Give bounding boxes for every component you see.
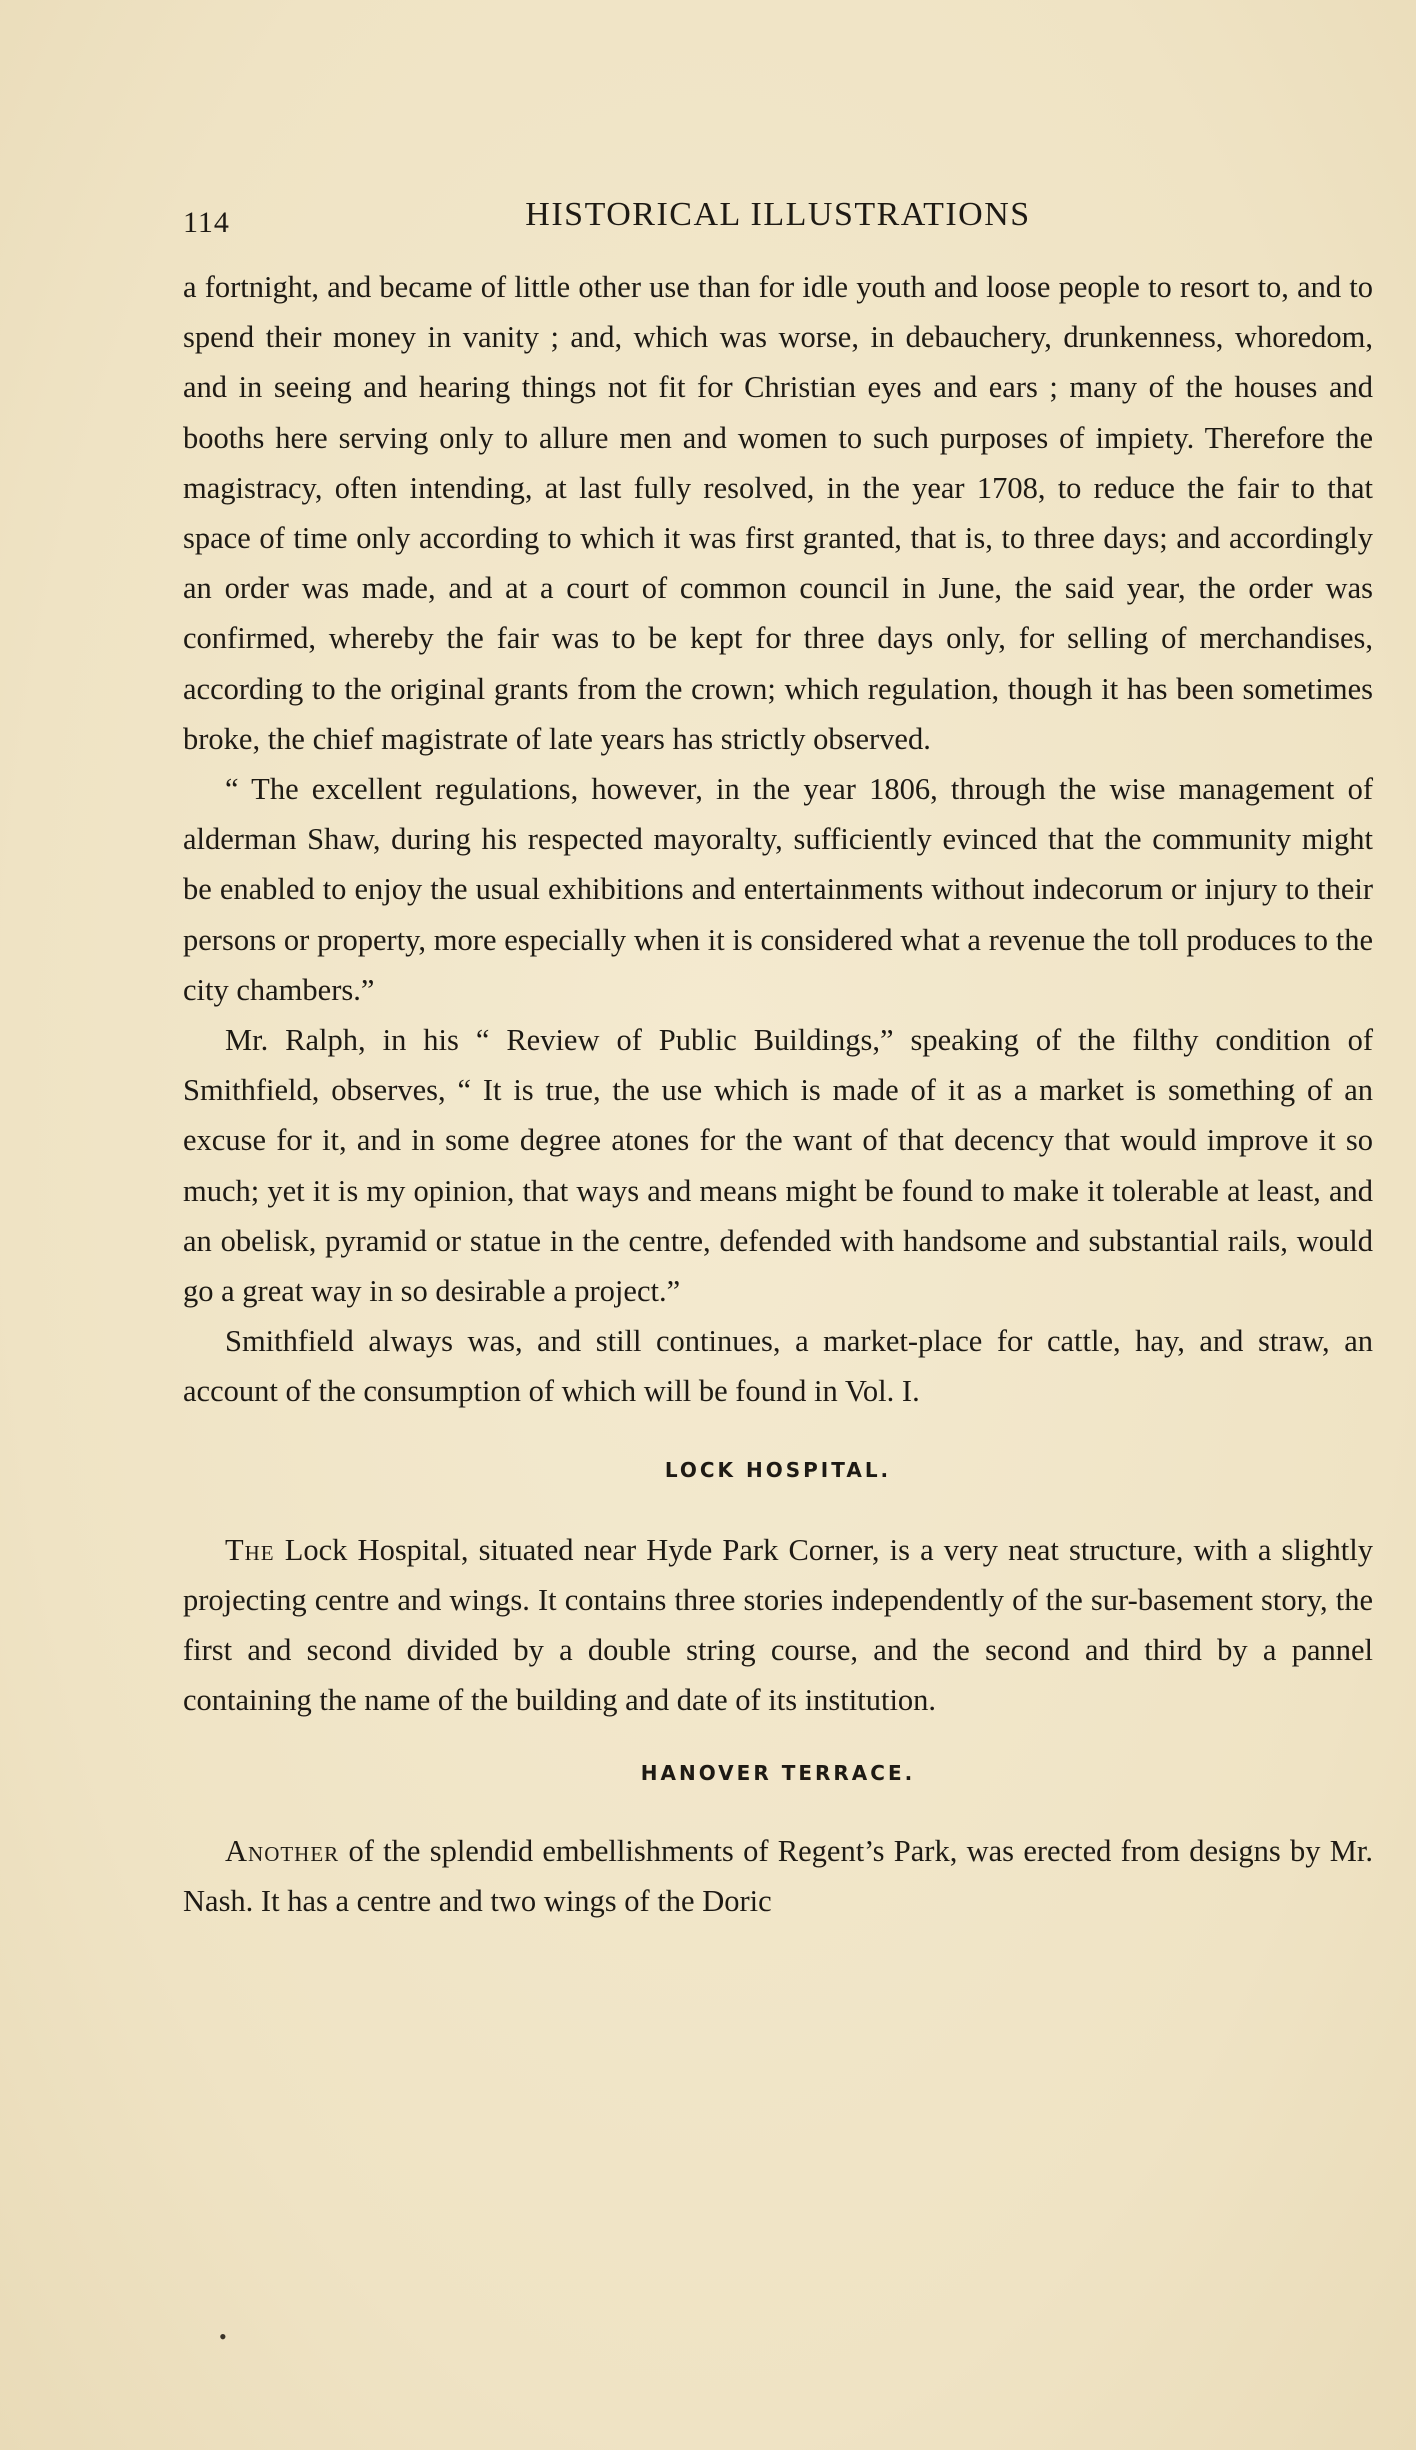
paragraph-lock-hospital — [183, 1525, 1373, 1726]
body-text — [183, 262, 1373, 1926]
running-head: HISTORICAL ILLUSTRATIONS — [525, 196, 1031, 233]
paragraph-hanover-terrace — [183, 1826, 1373, 1926]
paragraph-ralph-review: Mr. Ralph, in his “ Review of Public Buildings,” speaking of the filthy condition of Smithfield, observes, “ It is true, the use which is made of it as a market is something of an excuse for it, and in some degree atones for the want of that decency that would improve it so much; yet it is my opinion, that ways and means might be found to make it tolerable at least, and an obelisk, pyramid or statue in the centre, defended with handsome and substantial rails, would go a great way in so desirable a project.” — [183, 1023, 1373, 1309]
paragraph-fair-history: a fortnight, and became of little other use than for idle youth and loose people to resort to, and to spend their money in vanity ; and, which was worse, in debauchery, drunkenness, whoredom, and in seeing and hearing things not fit for Christian eyes and ears ; many of the houses and booths here serving only to allure men and women to such purposes of impiety. Therefore the magistracy, often intending, at last fully resolved, in the year 1708, to reduce the fair to that space of time only according to which it was first granted, that is, to three days; and accordingly an order was made, and at a court of common council in June, the said year, the order was confirmed, whereby the fair was to be kept for three days only, for selling of merchandises, according to the original grants from the crown; which regulation, though it has been sometimes broke, the chief magistrate of late years has strictly observed. — [183, 270, 1373, 756]
page-number: 114 — [183, 206, 230, 239]
paragraph-smithfield-market: Smithfield always was, and still continues, a market-place for cattle, hay, and straw, an account of the consumption of which will be found in Vol. I. — [183, 1324, 1373, 1409]
page-header — [183, 196, 1373, 246]
lead-word: Another — [225, 1833, 340, 1868]
lead-word: The — [225, 1532, 275, 1567]
section-heading-lock-hospital: LOCK HOSPITAL. — [664, 1457, 892, 1482]
ink-speck-decoration: • — [219, 2324, 227, 2349]
hanover-terrace-text: of the splendid embellishments of Regent’s Park, was erected from designs by Mr. Nash. It has a centre and two wings of the Doric — [183, 1833, 1373, 1919]
paragraph-regulations-quote: “ The excellent regulations, however, in the year 1806, through the wise management of alderman Shaw, during his respected mayoralty, sufficiently evinced that the community might be enabled to enjoy the usual exhibitions and entertainments without indecorum or injury to their persons or property, more especially when it is considered what a revenue the toll produces to the city chambers.” — [183, 772, 1373, 1007]
section-heading-hanover-terrace: HANOVER TERRACE. — [640, 1760, 916, 1785]
lock-hospital-text: Lock Hospital, situated near Hyde Park Corner, is a very neat structure, with a slightly projecting centre and wings. It contains three stories independently of the sur-basement story, the first and second divided by a double string course, and the second and third by a pannel containing the name of the building and date of its institution. — [183, 1532, 1373, 1718]
